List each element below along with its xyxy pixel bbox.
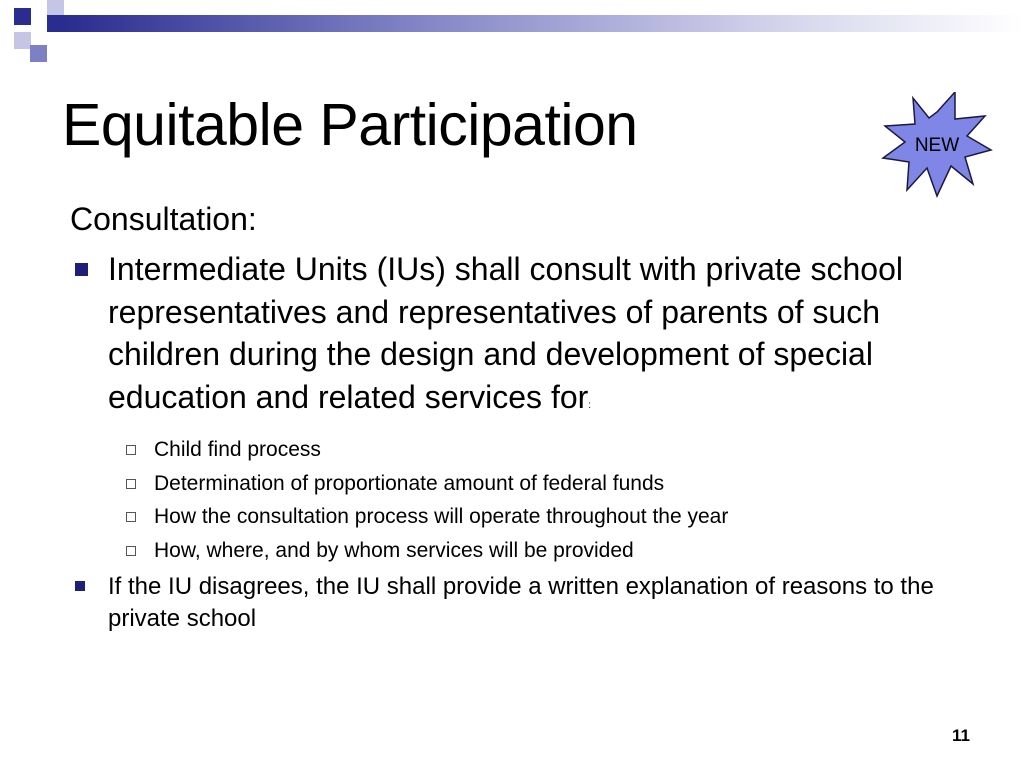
page-number: 11 [952,726,970,745]
square-bullet-icon [75,263,88,276]
header-square-decoration [47,0,64,15]
header-square-decoration [14,32,31,49]
sub-bullet-item [70,467,970,501]
sub-bullet-text: Determination of proportionate amount of federal funds [154,471,665,495]
header-square-decoration [47,15,64,32]
sub-bullet-item [70,500,970,534]
sub-bullet-item [70,433,970,467]
starburst-icon [881,92,993,200]
bullet-trailing-colon: : [588,399,592,411]
sub-bullet-item [70,534,970,568]
bullet-text: Intermediate Units (IUs) shall consult with private school representatives and representatives of parents of such children during the design and development of special education and related services for [108,251,903,415]
bullet-text: If the IU disagrees, the IU shall provide a written explanation of reasons to the private school [108,573,934,632]
new-badge [881,92,993,200]
slide-body [70,198,970,635]
hollow-square-bullet-icon [126,479,136,489]
sub-bullet-list [70,433,970,567]
section-heading: Consultation: [70,201,257,237]
hollow-square-bullet-icon [126,546,136,556]
square-bullet-icon [75,581,85,591]
sub-bullet-text: How, where, and by whom services will be provided [154,538,634,562]
bullet-item [70,571,970,635]
hollow-square-bullet-icon [126,512,136,522]
bullet-item [70,248,970,427]
header-square-decoration [14,8,31,25]
sub-bullet-text: Child find process [154,438,321,461]
hollow-square-bullet-icon [126,445,136,455]
sub-bullet-text: How the consultation process will operate throughout the year [154,505,729,528]
header-square-decoration [30,45,47,62]
slide-title: Equitable Participation [62,92,638,158]
header-gradient-bar [64,15,1024,32]
new-badge-label: NEW [914,135,960,156]
